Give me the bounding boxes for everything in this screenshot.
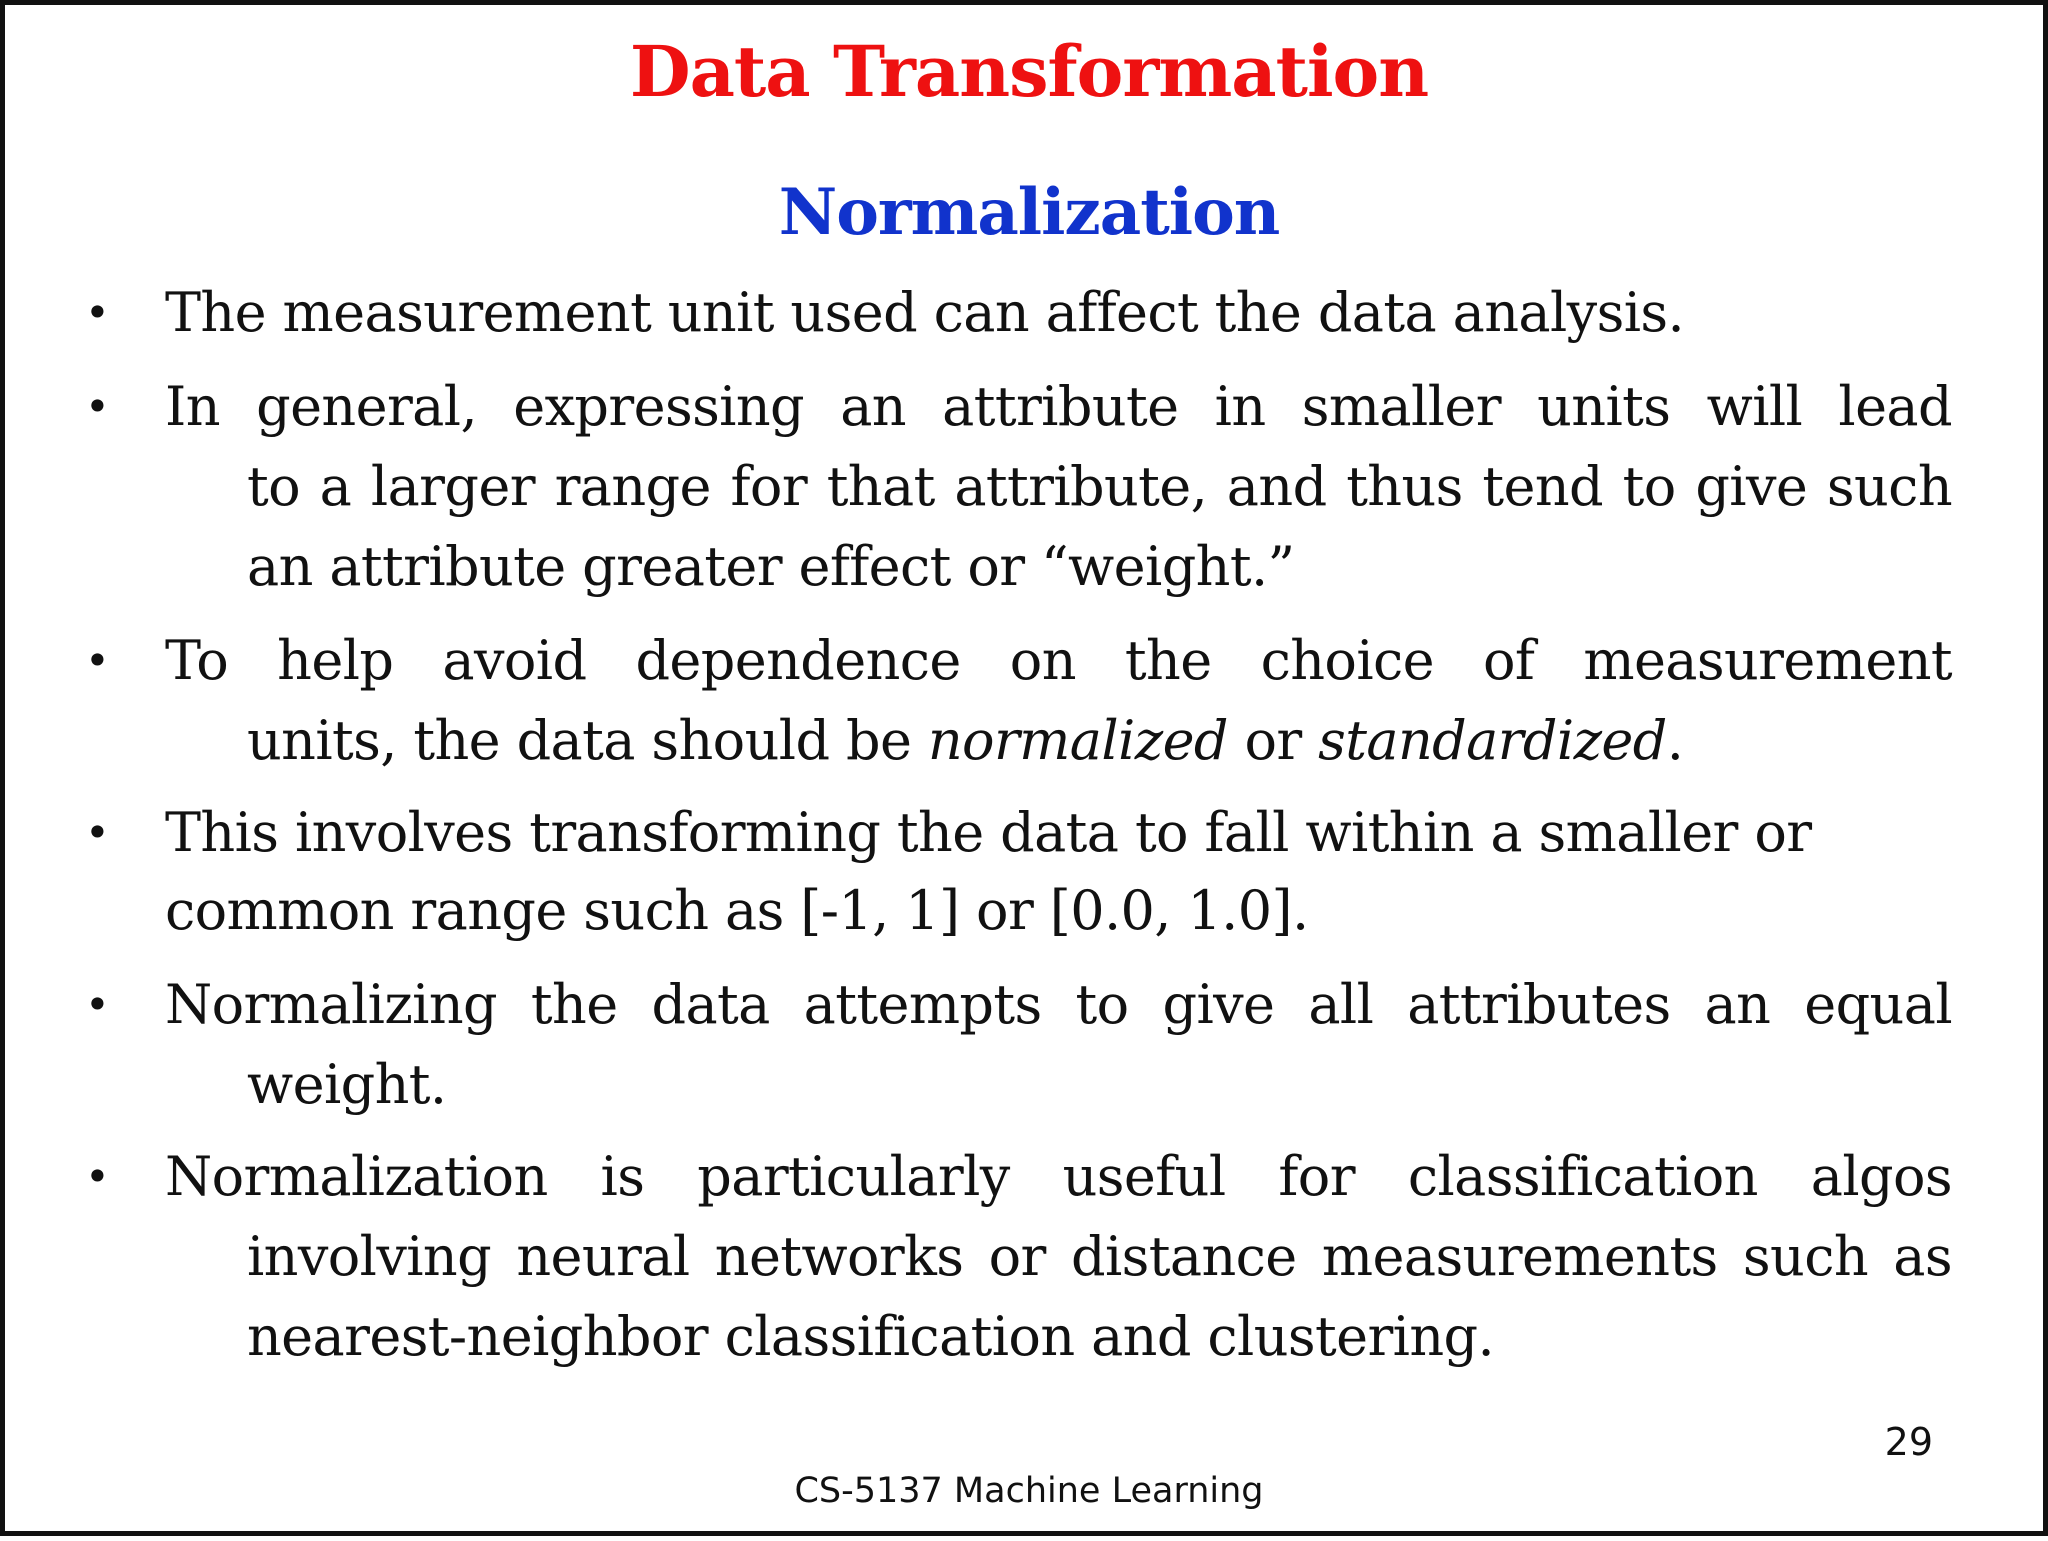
bullet-3-text: . [1666, 709, 1684, 772]
bullet-5-line-2: weight. [247, 1053, 447, 1116]
bullet-marker: • [85, 980, 110, 1029]
bullet-3-emphasis-normalized: normalized [927, 709, 1228, 772]
bullet-3-line-1: To help avoid dependence on the choice of measurement [165, 629, 1952, 692]
bullet-1-line-1: The measurement unit used can affect the data analysis. [165, 281, 1685, 344]
bullet-6-line-3: nearest-neighbor classification and clustering. [247, 1305, 1495, 1368]
bullet-6-line-1: Normalization is particularly useful for classification algos [165, 1145, 1952, 1208]
bullet-3-text: or [1227, 709, 1319, 772]
bullet-list [5, 5, 2048, 1541]
bullet-marker: • [85, 636, 110, 685]
bullet-4-line-2: common range such as [-1, 1] or [0.0, 1.0]. [165, 879, 1309, 942]
bullet-4-line-1: This involves transforming the data to fall within a smaller or [165, 801, 1812, 864]
page-number: 29 [1884, 1420, 1933, 1464]
bullet-marker: • [85, 288, 110, 337]
bullet-marker: • [85, 808, 110, 857]
bullet-marker: • [85, 1152, 110, 1201]
slide-subtitle: Normalization [778, 175, 1280, 250]
bullet-6-line-2: involving neural networks or distance measurements such as [247, 1225, 1952, 1288]
bullet-5-line-1: Normalizing the data attempts to give all attributes an equal [165, 973, 1952, 1036]
slide-title: Data Transformation [629, 30, 1429, 113]
bullet-2-line-1: In general, expressing an attribute in smaller units will lead [165, 375, 1952, 438]
slide-footer: CS-5137 Machine Learning [794, 1471, 1264, 1511]
bullet-2-line-2: to a larger range for that attribute, and thus tend to give such [247, 455, 1952, 518]
bullet-2-line-3: an attribute greater effect or “weight.” [247, 535, 1295, 598]
bullet-3-emphasis-standardized: standardized [1318, 709, 1667, 772]
bullet-marker: • [85, 382, 110, 431]
bullet-3-text: units, the data should be [247, 709, 928, 772]
bullet-3-line-2 [247, 701, 1952, 781]
